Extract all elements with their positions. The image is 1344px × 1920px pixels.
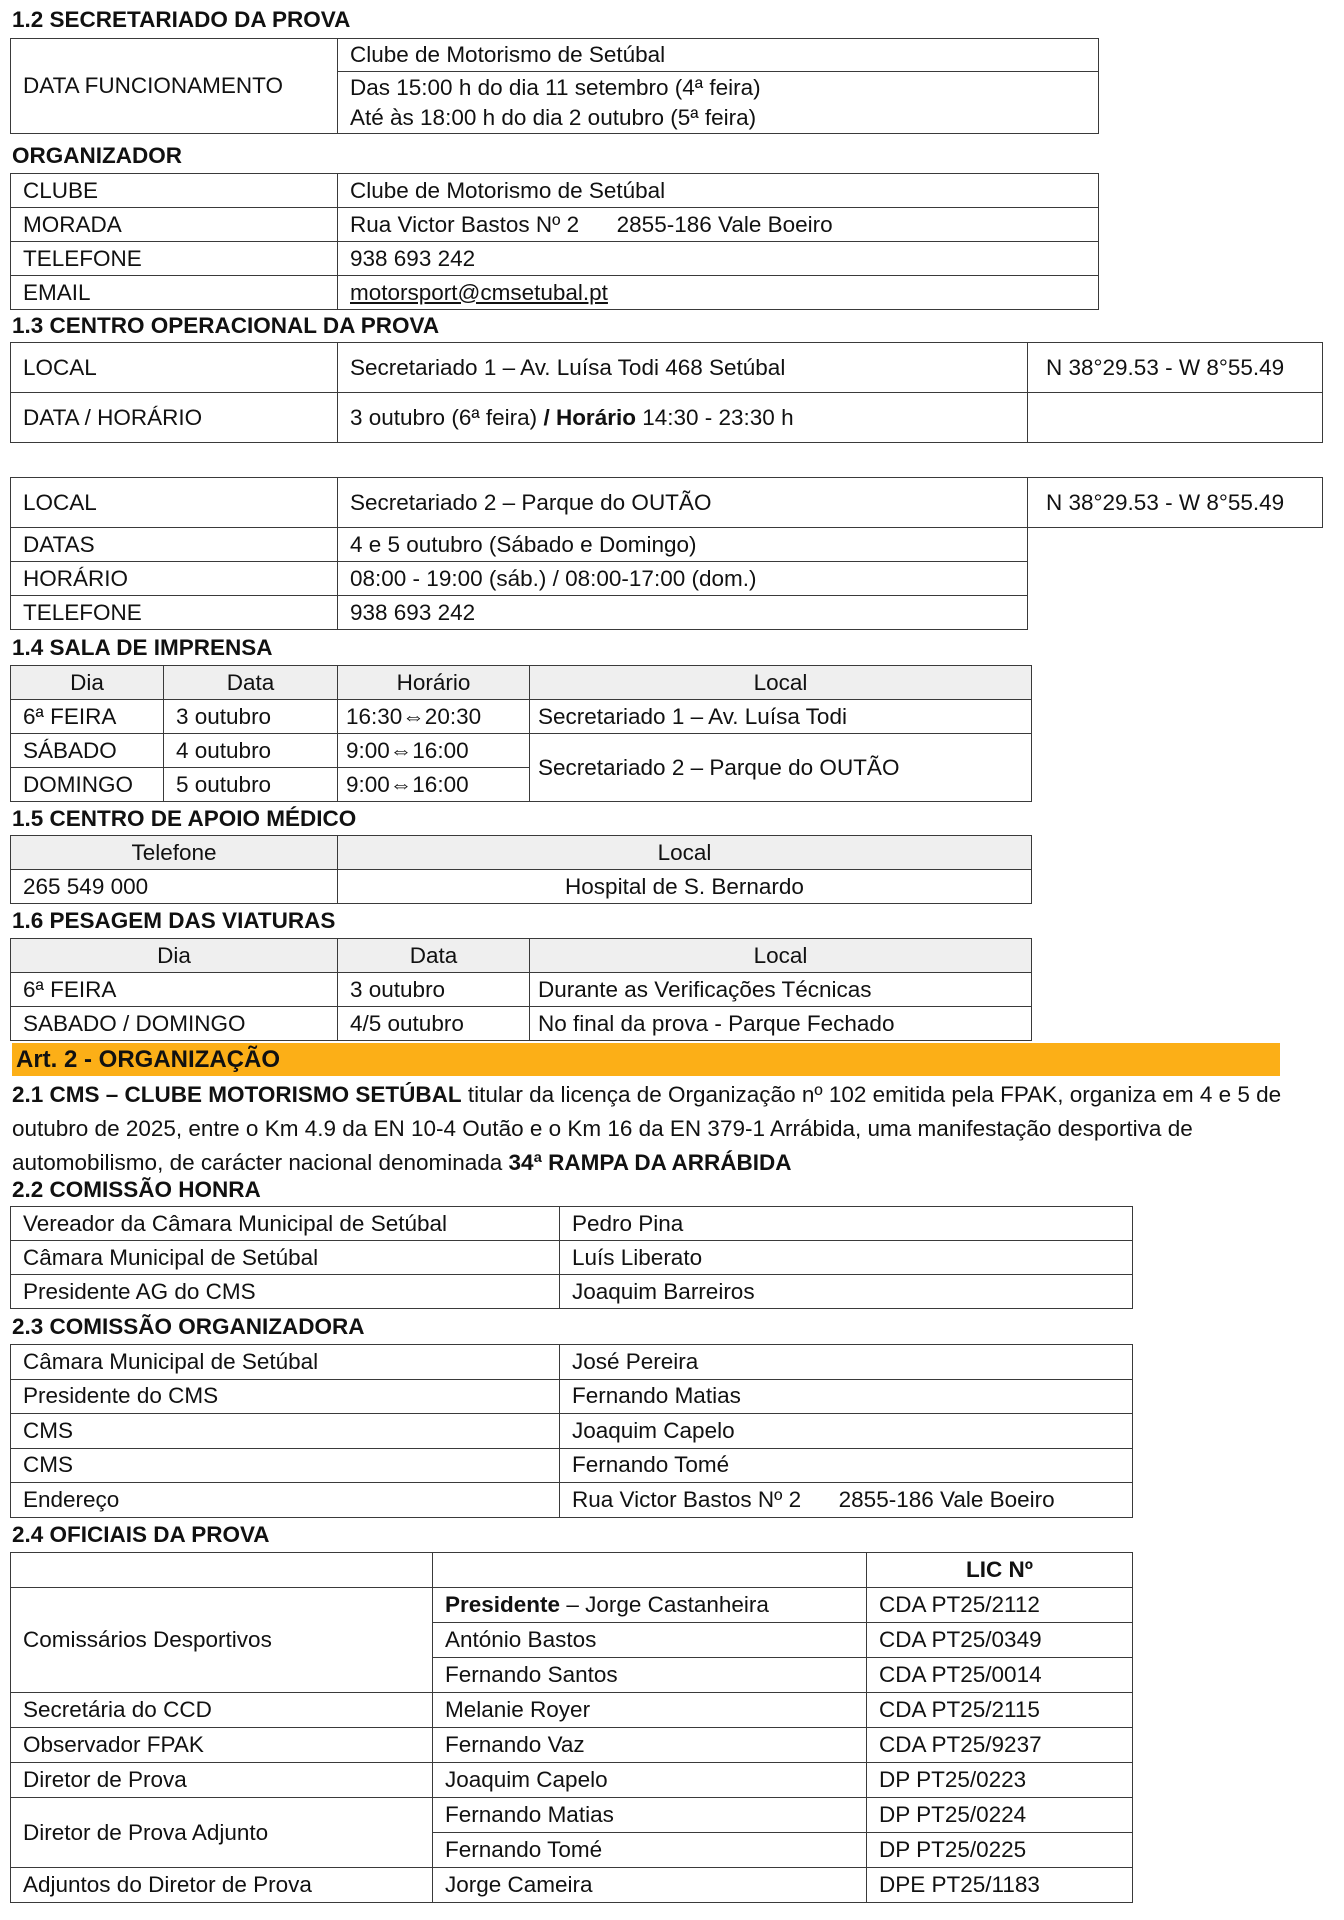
oficial-lic: CDA PT25/2115 [867, 1693, 1133, 1728]
data-horario-bold: / Horário [543, 404, 636, 430]
datas-label: DATAS [11, 528, 338, 562]
table-row-data: 5 outubro [164, 768, 338, 802]
oficial-role: Secretária do CCD [11, 1693, 433, 1728]
funcionamento-line-1: Das 15:00 h do dia 11 setembro (4ª feira) [350, 74, 761, 100]
org-name: José Pereira [560, 1345, 1133, 1380]
header-data: Data [164, 666, 338, 700]
org-name: Fernando Matias [560, 1379, 1133, 1414]
sala-imprensa-table [10, 665, 1032, 802]
oficial-lic: DP PT25/0223 [867, 1763, 1133, 1798]
table-row-dia: SÁBADO [11, 734, 164, 768]
paragraph-bold-event: 34ª RAMPA DA ARRÁBIDA [508, 1150, 792, 1175]
oficial-lic: CDA PT25/9237 [867, 1728, 1133, 1763]
oficial-lic: DP PT25/0225 [867, 1833, 1133, 1868]
section-1-5-title: 1.5 CENTRO DE APOIO MÉDICO [12, 806, 357, 831]
table-row-local: No final da prova - Parque Fechado [530, 1007, 1032, 1041]
data-horario-value [338, 393, 1028, 443]
oficial-name: Fernando Vaz [433, 1728, 867, 1763]
oficial-name: Jorge Cameira [433, 1868, 867, 1903]
centro-operacional-table-1 [10, 342, 1323, 443]
data-horario-label: DATA / HORÁRIO [11, 393, 338, 443]
clube-label: CLUBE [11, 174, 338, 208]
pesagem-table [10, 938, 1032, 1041]
data-horario-date: 3 outubro (6ª feira) [350, 404, 544, 430]
header-telefone: Telefone [11, 836, 338, 870]
table-row-data: 3 outubro [164, 700, 338, 734]
org-name: Fernando Tomé [560, 1448, 1133, 1483]
centro-operacional-table-2 [10, 477, 1323, 630]
data-horario-time: 14:30 - 23:30 h [635, 404, 794, 430]
org-role: CMS [11, 1414, 560, 1449]
presidente-name: – Jorge Castanheira [560, 1592, 769, 1617]
oficial-name: Fernando Matias [433, 1798, 867, 1833]
morada-label: MORADA [11, 208, 338, 242]
header-lic: LIC Nº [867, 1553, 1133, 1588]
oficial-role: Diretor de Prova [11, 1763, 433, 1798]
clube-value: Clube de Motorismo de Setúbal [338, 174, 1099, 208]
org-role: Câmara Municipal de Setúbal [11, 1345, 560, 1380]
oficial-lic: CDA PT25/0349 [867, 1623, 1133, 1658]
oficial-role: Adjuntos do Diretor de Prova [11, 1868, 433, 1903]
oficial-name: Fernando Santos [433, 1658, 867, 1693]
oficial-name [433, 1588, 867, 1623]
secretariado-club: Clube de Motorismo de Setúbal [338, 39, 1099, 72]
honra-role: Vereador da Câmara Municipal de Setúbal [11, 1207, 560, 1241]
data-funcionamento-label: DATA FUNCIONAMENTO [11, 39, 338, 134]
local-1-label: LOCAL [11, 343, 338, 393]
section-2-4-title: 2.4 OFICIAIS DA PROVA [12, 1522, 270, 1547]
paragraph-bold-intro: 2.1 CMS – CLUBE MOTORISMO SETÚBAL [12, 1082, 462, 1107]
local-2-coords: N 38°29.53 - W 8°55.49 [1028, 478, 1323, 528]
comissao-organizadora-table [10, 1344, 1133, 1518]
section-1-6-title: 1.6 PESAGEM DAS VIATURAS [12, 908, 336, 933]
org-role: CMS [11, 1448, 560, 1483]
funcionamento-line-2: Até às 18:00 h do dia 2 outubro (5ª feira) [350, 104, 757, 130]
email-label: EMAIL [11, 276, 338, 310]
section-1-4-title: 1.4 SALA DE IMPRENSA [12, 635, 273, 660]
section-2-2-title: 2.2 COMISSÃO HONRA [12, 1177, 261, 1202]
medico-telefone: 265 549 000 [11, 870, 338, 904]
table-row-dia: DOMINGO [11, 768, 164, 802]
article-2-banner: Art. 2 - ORGANIZAÇÃO [12, 1043, 1280, 1076]
table-row-horario: 9:00⇔16:00 [338, 734, 530, 768]
medico-local: Hospital de S. Bernardo [338, 870, 1032, 904]
local-2-value: Secretariado 2 – Parque do OUTÃO [338, 478, 1028, 528]
paragraph-text: titular da licença de Organização nº 102 emitida pela FPAK, organiza em 4 e 5 de outubro de 2025, entre o Km 4.9 da EN 10-4 Outão e o Km 16 da EN 379-1 Arrábida, uma manifestação desportiva de automobilismo, de carácter nacional denominada [12, 1082, 1282, 1175]
telefone-2-value: 938 693 242 [338, 596, 1028, 630]
oficial-name: António Bastos [433, 1623, 867, 1658]
apoio-medico-table [10, 835, 1032, 904]
oficial-name: Joaquim Capelo [433, 1763, 867, 1798]
email-link[interactable]: motorsport@cmsetubal.pt [350, 279, 608, 305]
telefone-value: 938 693 242 [338, 242, 1099, 276]
organizador-title: ORGANIZADOR [12, 143, 182, 168]
header-local: Local [338, 836, 1032, 870]
header-dia: Dia [11, 666, 164, 700]
table-row-local: Durante as Verificações Técnicas [530, 973, 1032, 1007]
local-1-coords: N 38°29.53 - W 8°55.49 [1028, 343, 1323, 393]
header-local: Local [530, 666, 1032, 700]
table-row-horario: 9:00⇔16:00 [338, 768, 530, 802]
comissao-honra-table [10, 1206, 1133, 1309]
honra-role: Presidente AG do CMS [11, 1275, 560, 1309]
table-row-data: 3 outubro [338, 973, 530, 1007]
section-1-2-title: 1.2 SECRETARIADO DA PROVA [12, 7, 351, 32]
oficial-role: Observador FPAK [11, 1728, 433, 1763]
oficial-role: Diretor de Prova Adjunto [11, 1798, 433, 1868]
comissarios-label: Comissários Desportivos [11, 1588, 433, 1693]
horario-label: HORÁRIO [11, 562, 338, 596]
honra-name: Luís Liberato [560, 1241, 1133, 1275]
organizador-table [10, 173, 1099, 310]
oficial-name: Fernando Tomé [433, 1833, 867, 1868]
horario-value: 08:00 - 19:00 (sáb.) / 08:00-17:00 (dom.) [338, 562, 1028, 596]
table-row-horario: 16:30⇔20:30 [338, 700, 530, 734]
table-row-local: Secretariado 2 – Parque do OUTÃO [530, 734, 1032, 802]
presidente-label: Presidente [445, 1592, 561, 1617]
oficial-lic: CDA PT25/0014 [867, 1658, 1133, 1693]
section-2-3-title: 2.3 COMISSÃO ORGANIZADORA [12, 1314, 365, 1339]
table-row-local: Secretariado 1 – Av. Luísa Todi [530, 700, 1032, 734]
oficial-lic: DPE PT25/1183 [867, 1868, 1133, 1903]
oficiais-table [10, 1552, 1133, 1903]
header-horario: Horário [338, 666, 530, 700]
header-local: Local [530, 939, 1032, 973]
org-role: Presidente do CMS [11, 1379, 560, 1414]
header-dia: Dia [11, 939, 338, 973]
table-row-dia: SABADO / DOMINGO [11, 1007, 338, 1041]
table-row-data: 4 outubro [164, 734, 338, 768]
table-row-dia: 6ª FEIRA [11, 700, 164, 734]
oficial-name: Melanie Royer [433, 1693, 867, 1728]
org-name: Rua Victor Bastos Nº 2 2855-186 Vale Boeiro [560, 1483, 1133, 1518]
data-funcionamento-value [338, 72, 1099, 134]
table-row-data: 4/5 outubro [338, 1007, 530, 1041]
morada-value: Rua Victor Bastos Nº 2 2855-186 Vale Boeiro [338, 208, 1099, 242]
oficial-lic: CDA PT25/2112 [867, 1588, 1133, 1623]
telefone-2-label: TELEFONE [11, 596, 338, 630]
local-2-label: LOCAL [11, 478, 338, 528]
org-role: Endereço [11, 1483, 560, 1518]
org-name: Joaquim Capelo [560, 1414, 1133, 1449]
empty-cell [1028, 393, 1323, 443]
local-1-value: Secretariado 1 – Av. Luísa Todi 468 Setúbal [338, 343, 1028, 393]
datas-value: 4 e 5 outubro (Sábado e Domingo) [338, 528, 1028, 562]
honra-role: Câmara Municipal de Setúbal [11, 1241, 560, 1275]
honra-name: Joaquim Barreiros [560, 1275, 1133, 1309]
oficial-lic: DP PT25/0224 [867, 1798, 1133, 1833]
article-2-1-paragraph [12, 1078, 1337, 1180]
telefone-label: TELEFONE [11, 242, 338, 276]
secretariado-table [10, 38, 1099, 134]
header-data: Data [338, 939, 530, 973]
honra-name: Pedro Pina [560, 1207, 1133, 1241]
table-row-dia: 6ª FEIRA [11, 973, 338, 1007]
section-1-3-title: 1.3 CENTRO OPERACIONAL DA PROVA [12, 313, 440, 338]
